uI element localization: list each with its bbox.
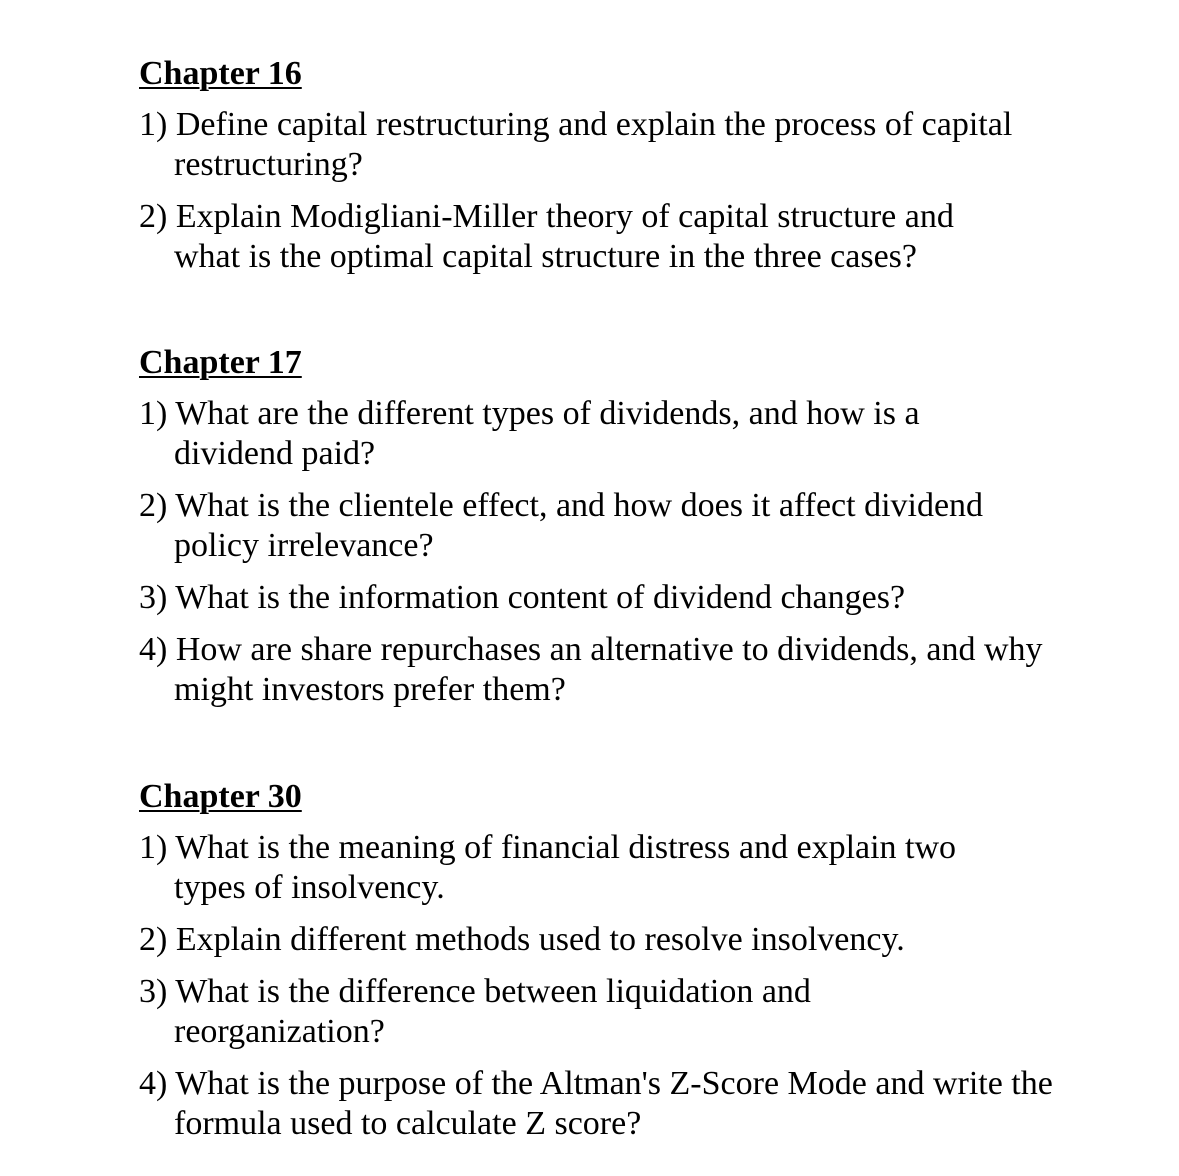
question-item <box>139 828 1024 908</box>
question-number: 2) <box>139 198 168 235</box>
question-number: 1) <box>139 829 168 866</box>
question-number: 4) <box>139 631 168 668</box>
chapter-heading: Chapter 16 <box>139 55 302 92</box>
question-list <box>139 105 1139 277</box>
question-text: Define capital restructuring and explain the process of capital restructuring? <box>174 106 1013 183</box>
question-item <box>139 1064 1074 1144</box>
question-item <box>139 630 1044 710</box>
question-item <box>139 972 894 1052</box>
question-item <box>139 105 1074 185</box>
question-text: Explain different methods used to resolve insolvency. <box>175 921 905 958</box>
question-number: 3) <box>139 973 168 1010</box>
chapter-16-section <box>139 54 1139 277</box>
chapter-heading: Chapter 30 <box>139 778 302 815</box>
question-text: What is the clientele effect, and how does it affect dividend policy irrelevance? <box>174 487 984 564</box>
question-list <box>139 394 1139 710</box>
question-item <box>139 486 1054 566</box>
question-text: What is the meaning of financial distress and explain two types of insolvency. <box>174 829 957 906</box>
chapter-17-section <box>139 343 1139 710</box>
chapter-30-section <box>139 777 1139 1144</box>
question-text: What is the information content of dividend changes? <box>175 579 906 616</box>
chapter-heading: Chapter 17 <box>139 344 302 381</box>
question-text: How are share repurchases an alternative to dividends, and why might investors prefer them? <box>174 631 1043 708</box>
question-item <box>139 578 1124 618</box>
question-item <box>139 394 994 474</box>
question-text: What is the difference between liquidation and reorganization? <box>174 973 811 1050</box>
question-text: What is the purpose of the Altman's Z-Score Mode and write the formula used to calculate Z score? <box>174 1065 1053 1142</box>
question-item <box>139 920 1124 960</box>
question-item <box>139 197 1024 277</box>
question-number: 2) <box>139 487 168 524</box>
question-text: What are the different types of dividends, and how is a dividend paid? <box>174 395 920 472</box>
question-number: 4) <box>139 1065 168 1102</box>
question-text: Explain Modigliani-Miller theory of capital structure and what is the optimal capital structure in the three cases? <box>174 198 954 275</box>
question-number: 3) <box>139 579 168 616</box>
question-number: 1) <box>139 395 168 432</box>
question-number: 2) <box>139 921 168 958</box>
question-number: 1) <box>139 106 168 143</box>
question-list <box>139 828 1139 1144</box>
